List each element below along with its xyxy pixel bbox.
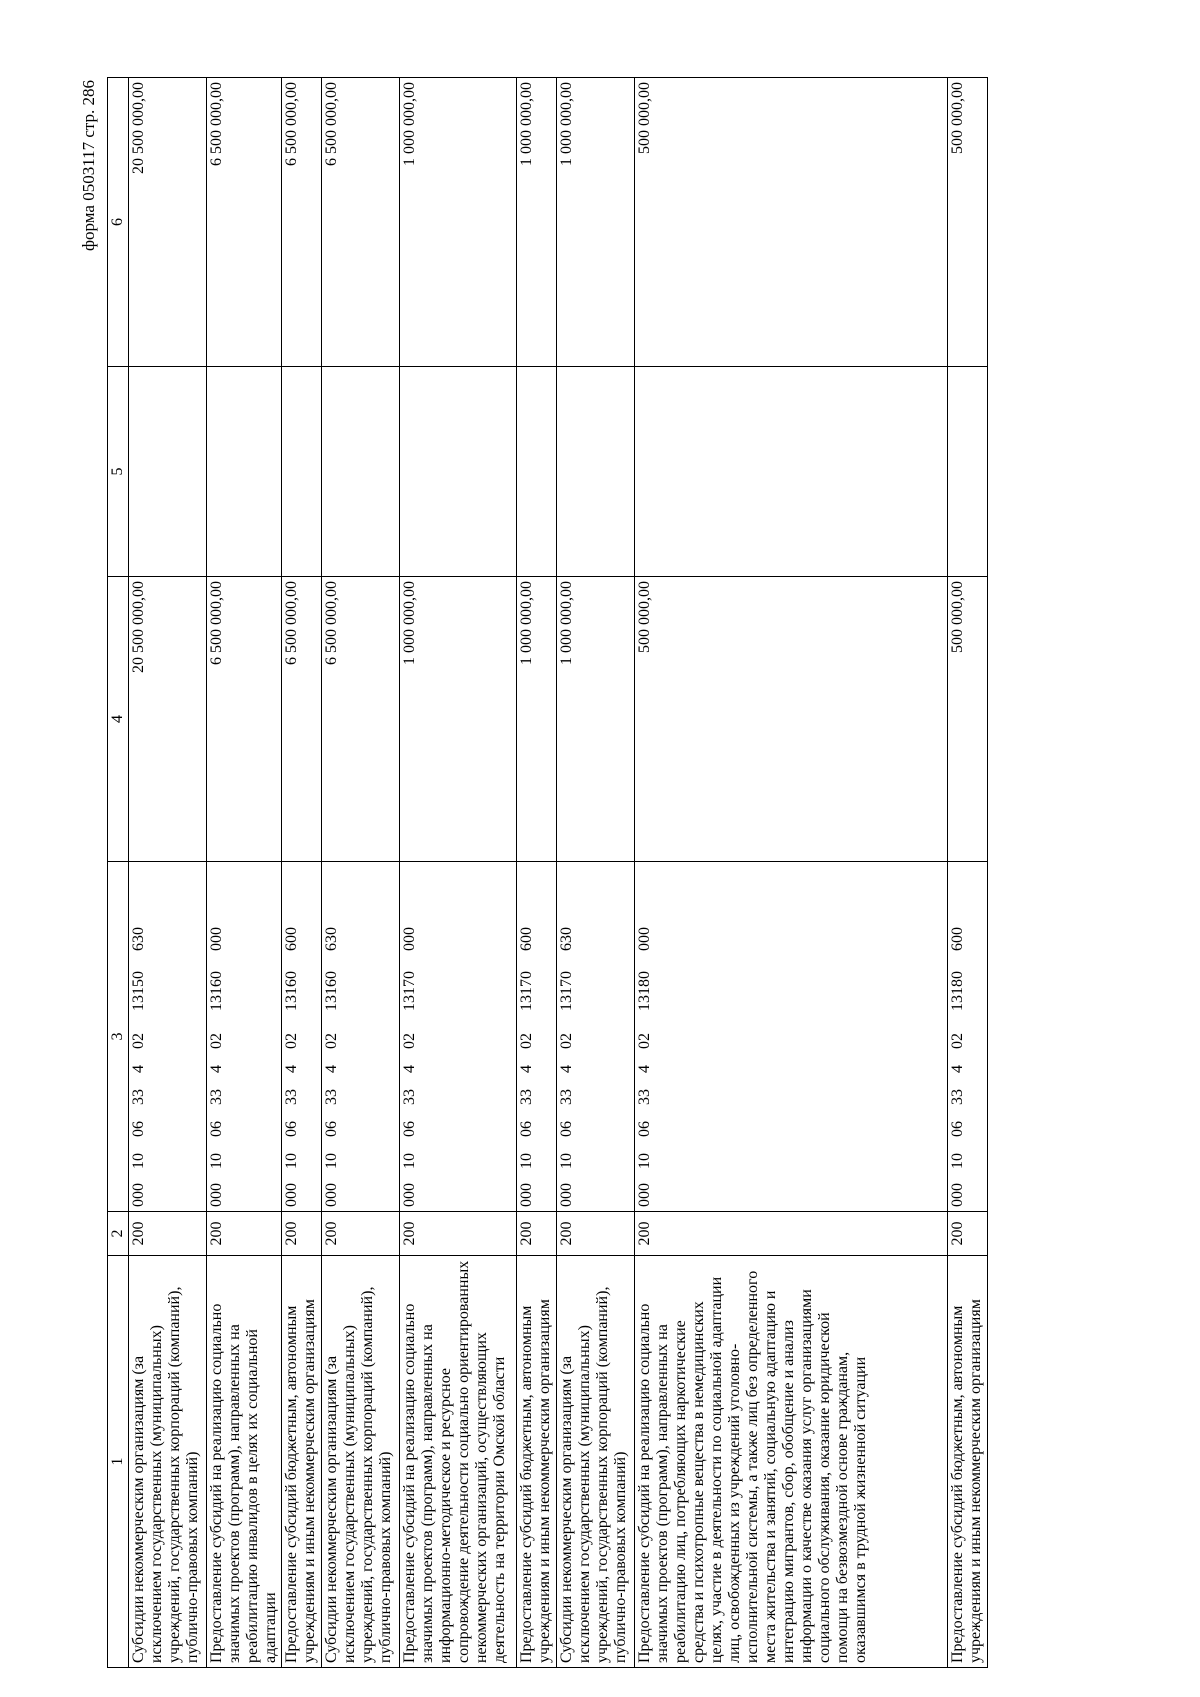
code-part: 630 — [130, 927, 147, 951]
line-code: 200 — [322, 1212, 400, 1256]
column-number: 1 — [108, 1256, 129, 1668]
code-part: 13150 — [130, 971, 147, 1011]
code-part: 13160 — [208, 971, 225, 1011]
unexecuted-amount: 6 500 000,00 — [282, 78, 322, 367]
executed-amount — [129, 367, 207, 577]
code-part: 33 — [130, 1089, 147, 1105]
code-part: 4 — [949, 1065, 966, 1073]
code-part: 10 — [283, 1153, 300, 1169]
code-part: 000 — [323, 1183, 340, 1207]
approved-amount: 1 000 000,00 — [517, 577, 557, 862]
code-parts — [401, 866, 419, 1207]
code-part: 000 — [283, 1183, 300, 1207]
line-code: 200 — [207, 1212, 282, 1256]
unexecuted-amount: 1 000 000,00 — [557, 78, 635, 367]
budget-classification-code — [207, 862, 282, 1212]
code-parts — [130, 866, 148, 1207]
code-part: 02 — [323, 1033, 340, 1049]
table-body — [129, 78, 988, 1668]
code-part: 13160 — [323, 971, 340, 1011]
executed-amount — [557, 367, 635, 577]
budget-classification-code — [282, 862, 322, 1212]
code-part: 33 — [949, 1089, 966, 1105]
approved-amount: 500 000,00 — [948, 577, 988, 862]
executed-amount — [322, 367, 400, 577]
line-code: 200 — [400, 1212, 517, 1256]
budget-classification-code — [635, 862, 948, 1212]
code-part: 10 — [949, 1153, 966, 1169]
approved-amount: 20 500 000,00 — [129, 577, 207, 862]
code-part: 4 — [130, 1065, 147, 1073]
code-part: 33 — [323, 1089, 340, 1105]
code-part: 06 — [208, 1121, 225, 1137]
budget-execution-table — [107, 77, 988, 1668]
code-part: 33 — [636, 1089, 653, 1105]
table-row — [207, 78, 282, 1668]
approved-amount: 6 500 000,00 — [207, 577, 282, 862]
code-part: 600 — [283, 927, 300, 951]
code-part: 000 — [518, 1183, 535, 1207]
code-part: 02 — [401, 1033, 418, 1049]
code-part: 06 — [401, 1121, 418, 1137]
rotated-report-sheet — [75, 78, 1035, 1668]
unexecuted-amount: 6 500 000,00 — [322, 78, 400, 367]
table-row — [948, 78, 988, 1668]
row-name: Предоставление субсидий на реализацию социально значимых проектов (программ), направленных на реабилитацию лиц, потребляющих наркотические средства и психотропные вещества в немедицинских целях, участие в деятельности по социальной адаптации лиц, освобожденных из учреждений уголовно-исполнительной системы, а также лиц без определенного места жительства и занятий, социальную адаптацию и интеграцию мигрантов, сбор, обобщение и анализ информации о качестве оказания услуг организациями социального обслуживания, оказание юридической помощи на безвозмездной основе гражданам, оказавшимся в трудной жизненной ситуации — [635, 1256, 948, 1668]
code-part: 33 — [518, 1089, 535, 1105]
code-part: 000 — [208, 927, 225, 951]
code-part: 13170 — [518, 971, 535, 1011]
budget-classification-code — [322, 862, 400, 1212]
column-number: 3 — [108, 862, 129, 1212]
code-parts — [949, 866, 967, 1207]
code-part: 13160 — [283, 971, 300, 1011]
code-part: 630 — [558, 927, 575, 951]
line-code: 200 — [517, 1212, 557, 1256]
unexecuted-amount: 6 500 000,00 — [207, 78, 282, 367]
code-part: 33 — [401, 1089, 418, 1105]
code-part: 000 — [949, 1183, 966, 1207]
row-name: Предоставление субсидий на реализацию социально значимых проектов (программ), направленных на реабилитацию инвалидов в целях их социальной адаптации — [207, 1256, 282, 1668]
code-parts — [283, 866, 301, 1207]
executed-amount — [517, 367, 557, 577]
code-part: 600 — [518, 927, 535, 951]
line-code: 200 — [948, 1212, 988, 1256]
approved-amount: 500 000,00 — [635, 577, 948, 862]
row-name: Предоставление субсидий на реализацию социально значимых проектов (программ), направленных на информационно-методическое и ресурсное сопровождение деятельности социально ориентированных некоммерческих организаций, осуществляющих деятельность на территории Омской области — [400, 1256, 517, 1668]
budget-classification-code — [400, 862, 517, 1212]
code-part: 4 — [636, 1065, 653, 1073]
code-part: 000 — [401, 1183, 418, 1207]
code-part: 10 — [558, 1153, 575, 1169]
code-part: 13170 — [401, 971, 418, 1011]
code-part: 4 — [283, 1065, 300, 1073]
code-part: 06 — [558, 1121, 575, 1137]
row-name: Предоставление субсидий бюджетным, автономным учреждениям и иным некоммерческим организациям — [282, 1256, 322, 1668]
column-number: 4 — [108, 577, 129, 862]
code-part: 06 — [130, 1121, 147, 1137]
code-part: 10 — [636, 1153, 653, 1169]
code-part: 02 — [636, 1033, 653, 1049]
row-name: Субсидии некоммерческим организациям (за исключением государственных (муниципальных) учреждений, государственных корпораций (компаний), публично-правовых компаний) — [129, 1256, 207, 1668]
code-part: 4 — [518, 1065, 535, 1073]
code-part: 10 — [518, 1153, 535, 1169]
code-part: 630 — [323, 927, 340, 951]
unexecuted-amount: 500 000,00 — [635, 78, 948, 367]
line-code: 200 — [557, 1212, 635, 1256]
code-part: 33 — [283, 1089, 300, 1105]
approved-amount: 6 500 000,00 — [282, 577, 322, 862]
executed-amount — [400, 367, 517, 577]
code-part: 06 — [636, 1121, 653, 1137]
executed-amount — [282, 367, 322, 577]
code-part: 4 — [208, 1065, 225, 1073]
column-number: 5 — [108, 367, 129, 577]
code-part: 600 — [949, 927, 966, 951]
row-name: Предоставление субсидий бюджетным, автономным учреждениям и иным некоммерческим организациям — [517, 1256, 557, 1668]
executed-amount — [207, 367, 282, 577]
column-number: 6 — [108, 78, 129, 367]
code-part: 10 — [401, 1153, 418, 1169]
table-row — [400, 78, 517, 1668]
code-part: 000 — [636, 1183, 653, 1207]
line-code: 200 — [282, 1212, 322, 1256]
row-name: Предоставление субсидий бюджетным, автономным учреждениям и иным некоммерческим организациям — [948, 1256, 988, 1668]
code-part: 000 — [130, 1183, 147, 1207]
code-part: 13180 — [636, 971, 653, 1011]
code-parts — [323, 866, 341, 1207]
line-code: 200 — [635, 1212, 948, 1256]
code-part: 06 — [283, 1121, 300, 1137]
code-part: 4 — [323, 1065, 340, 1073]
code-part: 02 — [949, 1033, 966, 1049]
code-part: 06 — [949, 1121, 966, 1137]
column-number: 2 — [108, 1212, 129, 1256]
code-part: 10 — [130, 1153, 147, 1169]
code-part: 10 — [323, 1153, 340, 1169]
table-row — [129, 78, 207, 1668]
code-part: 4 — [558, 1065, 575, 1073]
code-part: 02 — [130, 1033, 147, 1049]
approved-amount: 1 000 000,00 — [400, 577, 517, 862]
row-name: Субсидии некоммерческим организациям (за исключением государственных (муниципальных) учреждений, государственных корпораций (компаний), публично-правовых компаний) — [557, 1256, 635, 1668]
table-row — [557, 78, 635, 1668]
approved-amount: 1 000 000,00 — [557, 577, 635, 862]
code-part: 02 — [558, 1033, 575, 1049]
form-header: форма 0503117 стр. 286 — [79, 80, 98, 251]
code-part: 000 — [208, 1183, 225, 1207]
code-parts — [558, 866, 576, 1207]
code-part: 02 — [518, 1033, 535, 1049]
unexecuted-amount: 1 000 000,00 — [517, 78, 557, 367]
unexecuted-amount: 500 000,00 — [948, 78, 988, 367]
approved-amount: 6 500 000,00 — [322, 577, 400, 862]
code-part: 02 — [208, 1033, 225, 1049]
code-part: 10 — [208, 1153, 225, 1169]
row-name: Субсидии некоммерческим организациям (за исключением государственных (муниципальных) учреждений, государственных корпораций (компаний), публично-правовых компаний) — [322, 1256, 400, 1668]
table-row — [517, 78, 557, 1668]
unexecuted-amount: 20 500 000,00 — [129, 78, 207, 367]
budget-classification-code — [948, 862, 988, 1212]
code-parts — [518, 866, 536, 1207]
code-part: 33 — [558, 1089, 575, 1105]
code-part: 06 — [518, 1121, 535, 1137]
code-part: 02 — [283, 1033, 300, 1049]
code-part: 4 — [401, 1065, 418, 1073]
code-part: 000 — [401, 927, 418, 951]
code-part: 000 — [558, 1183, 575, 1207]
budget-classification-code — [517, 862, 557, 1212]
code-part: 33 — [208, 1089, 225, 1105]
executed-amount — [635, 367, 948, 577]
budget-classification-code — [557, 862, 635, 1212]
code-parts — [636, 866, 654, 1207]
column-number-row — [108, 78, 129, 1668]
budget-classification-code — [129, 862, 207, 1212]
table-row — [282, 78, 322, 1668]
table-row — [635, 78, 948, 1668]
code-part: 000 — [636, 927, 653, 951]
unexecuted-amount: 1 000 000,00 — [400, 78, 517, 367]
line-code: 200 — [129, 1212, 207, 1256]
executed-amount — [948, 367, 988, 577]
code-part: 13170 — [558, 971, 575, 1011]
code-parts — [208, 866, 226, 1207]
table-row — [322, 78, 400, 1668]
code-part: 06 — [323, 1121, 340, 1137]
code-part: 13180 — [949, 971, 966, 1011]
